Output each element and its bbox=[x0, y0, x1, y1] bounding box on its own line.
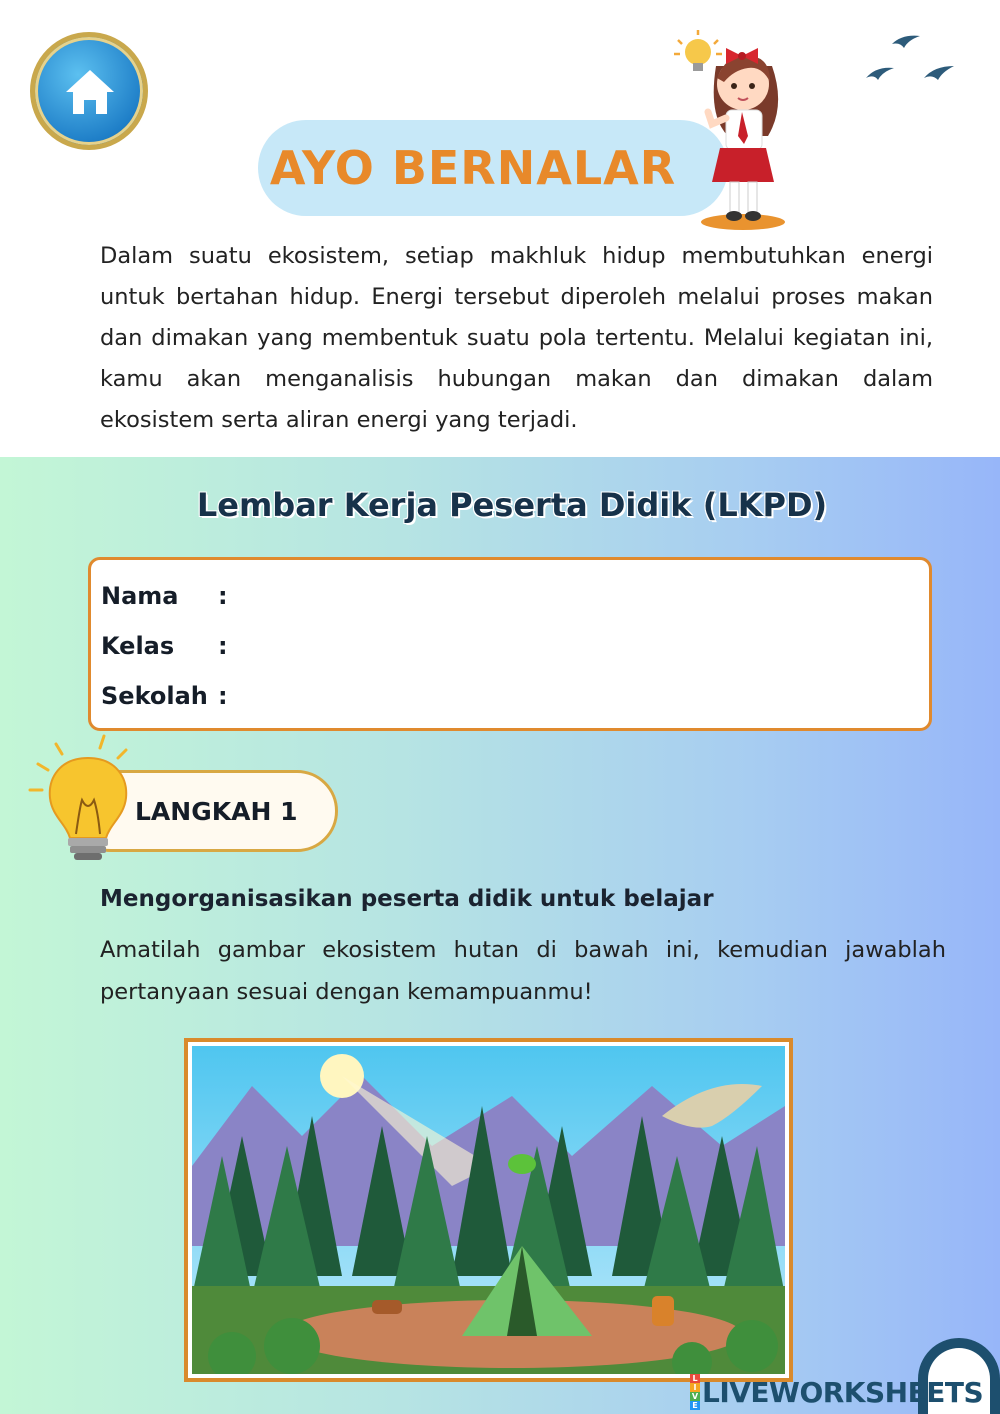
step-label: LANGKAH 1 bbox=[135, 796, 298, 826]
school-row bbox=[101, 676, 898, 716]
class-colon: : bbox=[218, 632, 228, 660]
forest-ecosystem-image bbox=[184, 1038, 793, 1382]
school-label: Sekolah bbox=[101, 682, 208, 710]
liveworksheets-mini-mark: L I V E bbox=[691, 1374, 699, 1410]
page-title: AYO BERNALAR bbox=[269, 141, 677, 195]
class-row bbox=[101, 626, 898, 666]
student-identity-box bbox=[88, 557, 932, 731]
name-row bbox=[101, 576, 898, 616]
title-banner bbox=[258, 120, 728, 216]
name-label: Nama bbox=[101, 582, 179, 610]
girl-mascot-icon bbox=[668, 26, 808, 234]
small-lightbulb-icon bbox=[674, 30, 722, 71]
class-input[interactable] bbox=[248, 629, 898, 663]
intro-paragraph: Dalam suatu ekosistem, setiap makhluk hidup membutuhkan energi untuk bertahan hidup. Energi tersebut diperoleh melalui proses makan dan dimakan yang membentuk suatu pola tertentu. Melalui kegiatan ini, kamu akan menganalisis hubungan makan dan dimakan dalam ekosistem serta aliran energi yang terjadi. bbox=[100, 243, 933, 433]
forest-scene bbox=[192, 1046, 785, 1374]
lightbulb-icon bbox=[26, 730, 136, 870]
school-colon: : bbox=[218, 682, 228, 710]
lkpd-title: Lembar Kerja Peserta Didik (LKPD) bbox=[196, 486, 828, 524]
liveworksheets-text: LIVEWORKSHEETS bbox=[702, 1375, 984, 1409]
step-heading: Mengorganisasikan peserta didik untuk belajar bbox=[100, 886, 714, 912]
home-icon bbox=[62, 64, 118, 120]
name-colon: : bbox=[218, 582, 228, 610]
home-button[interactable] bbox=[30, 32, 148, 150]
step-instruction: Amatilah gambar ekosistem hutan di bawah ini, kemudian jawablah pertanyaan sesuai dengan kemampuanmu! bbox=[100, 937, 946, 1005]
school-input[interactable] bbox=[248, 679, 898, 713]
class-label: Kelas bbox=[101, 632, 175, 660]
name-input[interactable] bbox=[248, 579, 898, 613]
birds-icon bbox=[862, 30, 962, 90]
liveworksheets-logo bbox=[690, 1374, 983, 1410]
